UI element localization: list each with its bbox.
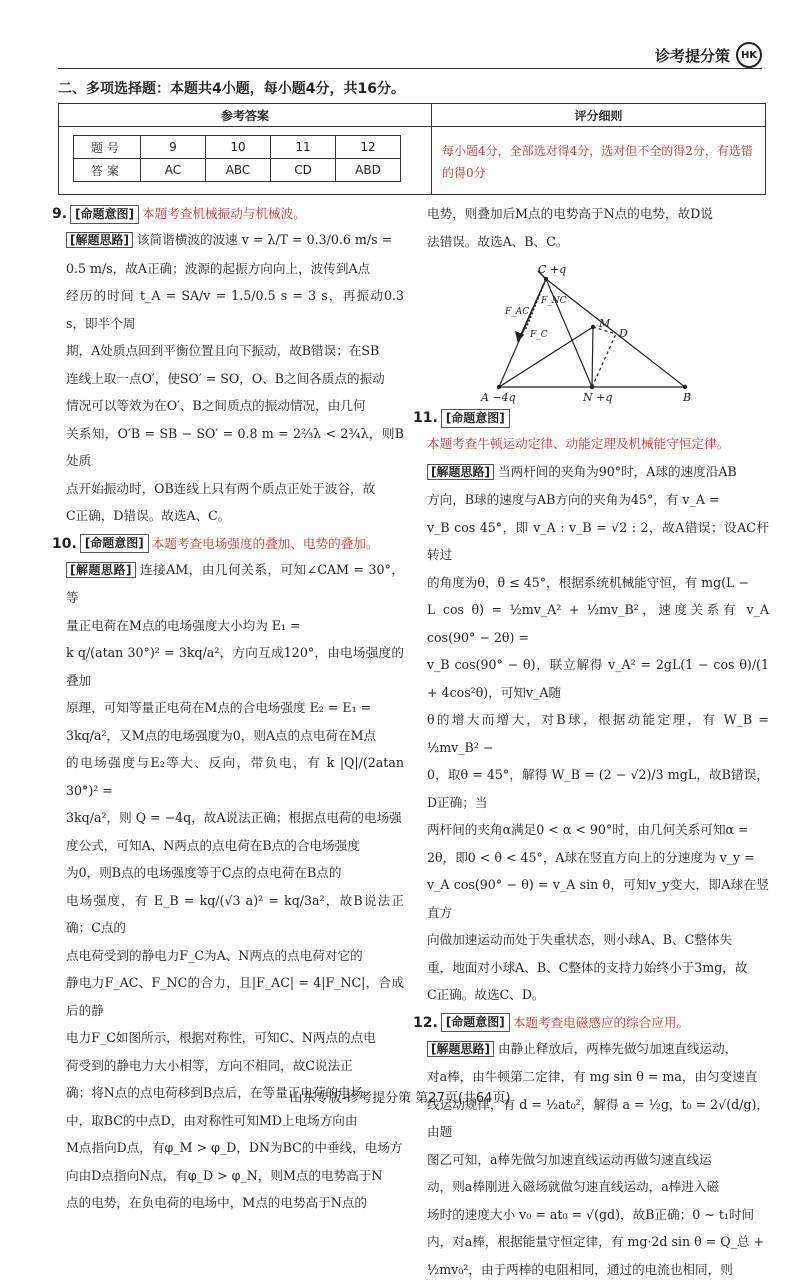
point-N (590, 385, 594, 389)
q12-heading (413, 1011, 769, 1035)
question-cell: 11 (271, 136, 336, 159)
q9-line: 连线上取一点O′，使SO′ = SO，O、B之间各质点的振动 (66, 365, 404, 393)
q9-intent-label: [命题意图] (70, 205, 139, 224)
q10-line: 连接AM，由几何关系，可知∠CAM = 30°，等 (66, 562, 404, 606)
q12-idea-label: [解题思路] (427, 1041, 494, 1057)
label-N: N +q (582, 391, 612, 404)
line-MN (592, 327, 593, 387)
label-C: C +q (538, 263, 566, 276)
answer-cell: CD (271, 159, 336, 182)
point-A (497, 385, 501, 389)
point-C (544, 277, 548, 281)
question-cell: 12 (336, 136, 401, 159)
q9-line: 该简谐横波的波速 v = λ/T = 0.3/0.6 m/s = (137, 232, 392, 247)
q10-solution (52, 556, 404, 1217)
q10-heading (52, 532, 404, 556)
q10-continuation (413, 200, 769, 255)
label-FC: F_C (529, 330, 548, 340)
brand-badge-icon: HK (736, 42, 762, 68)
q11-line: 0，取θ = 45°，解得 W_B = (2 − √2)/3 mgL，故B错误，D正确；当 (427, 761, 769, 816)
q10-cont-line: 电势，则叠加后M点的电势高于N点的电势，故D说 (427, 200, 769, 228)
q9-line: C正确，D错误。故选A、C。 (66, 502, 404, 530)
q10-figure (413, 259, 769, 404)
q11-intent: 本题考查牛顿运动定律、动能定理及机械能守恒定律。 (427, 430, 769, 458)
answer-panel-title: 参考答案 (59, 104, 431, 127)
right-column (413, 200, 769, 1283)
row-label-answer: 答案 (74, 159, 141, 182)
rubric-text: 每小题4分，全部选对得4分，选对但不全的得2分，有选错的得0分 (442, 140, 762, 184)
q9-line: 点开始振动时，OB连线上只有两个质点正处于波谷，故 (66, 475, 404, 503)
q9-solution (52, 226, 404, 530)
q11-line: 两杆间的夹角α满足0 < α < 90°时，由几何关系可知α = (427, 816, 769, 844)
label-FAC: F_AC (504, 307, 529, 317)
label-M: M (598, 317, 611, 330)
point-M (591, 325, 595, 329)
q11-line: v_B cos(90° − θ)，联立解得 v_A² = 2gL(1 − cos θ)/(1 + 4cos²θ)，可知v_A随 (427, 651, 769, 706)
q11-idea-label: [解题思路] (427, 464, 494, 480)
q11-line: 重，地面对小球A、B、C整体的支持力始终小于3mg，故 (427, 954, 769, 982)
line-ND (592, 334, 616, 387)
q11-line: C正确。故选C、D。 (427, 981, 769, 1009)
answer-cell: AC (141, 159, 206, 182)
answer-row-questions (74, 136, 401, 159)
q10-line: 向由D点指向N点，有φ_D > φ_N，则M点的电势高于N (66, 1162, 404, 1190)
q11-heading (413, 406, 769, 430)
q10-line: 确；将N点的点电荷移到B点后，在等量正电荷的电场 (66, 1079, 404, 1107)
answer-row-answers (74, 159, 401, 182)
solution-line (427, 458, 769, 487)
rubric-panel (432, 104, 765, 194)
q10-intent-label: [命题意图] (80, 534, 149, 553)
rubric-panel-title: 评分细则 (432, 104, 765, 127)
q10-line: 的电场强度与E₂等大、反向，带负电，有 k |Q|/(2atan 30°)² = (66, 749, 404, 804)
q10-number: 10. (52, 532, 77, 556)
q11-line: θ的增大而增大，对B球，根据动能定理，有 W_B = ½mv_B² − (427, 706, 769, 761)
q10-cont-line: 法错误。故选A、B、C。 (427, 228, 769, 256)
q12-line: 场时的速度大小 v₀ = at₀ = √(gd)，故B正确；0 ~ t₁时间 (427, 1201, 769, 1229)
answer-table (58, 103, 766, 195)
q12-line: 对a棒，由牛顿第二定律，有 mg sin θ = ma，由匀变速直 (427, 1063, 769, 1091)
q12-intent-label: [命题意图] (441, 1013, 510, 1032)
q10-line: 电力F_C如图所示，根据对称性，可知C、N两点的点电 (66, 1024, 404, 1052)
solution-line (66, 556, 404, 612)
q9-line: 情况可以等效为在O′、B之间质点的振动情况，由几何 (66, 392, 404, 420)
q10-line: 静电力F_AC、F_NC的合力，且|F_AC| = 4|F_NC|，合成后的静 (66, 969, 404, 1024)
q10-line: 为0，则B点的电场强度等于C点的点电荷在B点的 (66, 859, 404, 887)
q12-line: 由静止释放后，两棒先做匀加速直线运动， (498, 1041, 737, 1056)
q11-line: 的角度为θ，θ ≤ 45°，根据系统机械能守恒，有 mg(L − (427, 569, 769, 597)
question-cell: 10 (206, 136, 271, 159)
question-cell: 9 (141, 136, 206, 159)
header-rule (58, 68, 762, 69)
q9-line: 关系知，O′B = SB − SO′ = 0.8 m = 2⅔λ < 2¾λ，则B处质 (66, 420, 404, 475)
q12-line: 线运动规律，有 d = ½at₀²，解得 a = ½g，t₀ = 2√(d/g)，由题 (427, 1091, 769, 1146)
q10-line: 3kq/a²，则 Q = −4q，故A说法正确；根据点电荷的电场强 (66, 804, 404, 832)
q11-line: 向做加速运动而处于失重状态，则小球A、B、C整体失 (427, 926, 769, 954)
q10-line: 点的电势，在负电荷的电场中，M点的电势高于N点的 (66, 1189, 404, 1217)
q9-intent: 本题考查机械振动与机械波。 (142, 202, 306, 226)
q10-line: 量正电荷在M点的电场强度大小均为 E₁ = (66, 612, 404, 640)
q10-line: 点电荷受到的静电力F_C为A、N两点的点电荷对它的 (66, 942, 404, 970)
q10-line: 电场强度，有 E_B = kq/(√3 a)² = kq/3a²，故B说法正确；C点的 (66, 887, 404, 942)
section-title: 二、多项选择题：本题共4小题，每小题4分，共16分。 (58, 78, 405, 98)
header-brand (655, 42, 762, 68)
label-D: D (618, 327, 628, 340)
q9-number: 9. (52, 202, 67, 226)
answer-grid (73, 135, 401, 182)
page-footer: 山东专版-诊考提分策 第27页(共64页) (0, 1087, 800, 1106)
q12-number: 12. (413, 1011, 438, 1035)
row-label-question: 题号 (74, 136, 141, 159)
q9-heading (52, 202, 404, 226)
q11-line: L cos θ) = ½mv_A² + ½mv_B²，速度关系有 v_A cos(90° − 2θ) = (427, 596, 769, 651)
q10-line: 荷受到的静电力大小相等，方向不相同，故C说法正 (66, 1052, 404, 1080)
q10-idea-label: [解题思路] (66, 562, 136, 578)
q10-line: 度公式，可知A、N两点的点电荷在B点的合电场强度 (66, 832, 404, 860)
q9-line: 经历的时间 t_A = SA/v = 1.5/0.5 s = 3 s，再振动0.3 s，即半个周 (66, 282, 404, 337)
q12-line: 动，则a棒刚进入磁场就做匀速直线运动，a棒进入磁 (427, 1173, 769, 1201)
q9-line: 0.5 m/s，故A正确；波源的起振方向向上，波传到A点 (66, 255, 404, 283)
q12-intent: 本题考查电磁感应的综合应用。 (513, 1011, 689, 1035)
q10-line: k q/(atan 30°)² = 3kq/a²，方向互成120°，由电场强度的叠加 (66, 639, 404, 694)
label-FNC: F_NC (540, 296, 567, 306)
q11-line: v_B cos 45°，即 v_A : v_B = √2 : 2，故A错误；设AC杆转过 (427, 514, 769, 569)
q10-line: 中，取BC的中点D，由对称性可知MD上电场方向由 (66, 1107, 404, 1135)
answer-panel (59, 104, 432, 194)
left-column (52, 200, 404, 1217)
q10-line: 原理，可知等量正电荷在M点的合电场强度 E₂ = E₁ = (66, 694, 404, 722)
label-A: A −4q (480, 391, 516, 404)
q11-intent-label: [命题意图] (441, 409, 510, 428)
q11-line: v_A cos(90° − θ) = v_A sin θ，可知v_y变大，即A球在竖直方 (427, 871, 769, 926)
label-B: B (682, 391, 691, 404)
force-diagram (413, 259, 769, 404)
answer-cell: ABC (206, 159, 271, 182)
solution-line (66, 226, 404, 255)
q11-line: 当两杆间的夹角为90°时，A球的速度沿AB (498, 464, 737, 479)
q12-line: 图乙可知，a棒先做匀加速直线运动再做匀速直线运 (427, 1146, 769, 1174)
q9-idea-label: [解题思路] (66, 232, 133, 248)
answer-cell: ABD (336, 159, 401, 182)
q11-line: 2θ，即0 < θ < 45°，A球在竖直方向上的分速度为 v_y = (427, 844, 769, 872)
q10-intent: 本题考查电场强度的叠加、电势的叠加。 (152, 532, 379, 556)
q10-line: M点指向D点，有φ_M > φ_D，DN为BC的中垂线，电场方 (66, 1134, 404, 1162)
q9-line: 期，A处质点回到平衡位置且向下振动，故B错误；在SB (66, 337, 404, 365)
q11-line: 方向，B球的速度与AB方向的夹角为45°，有 v_A = (427, 486, 769, 514)
q10-line: 3kq/a²，又M点的电场强度为0，则A点的点电荷在M点 (66, 722, 404, 750)
q11-solution (413, 430, 769, 1009)
q12-line: 内，对a棒，根据能量守恒定律，有 mg·2d sin θ = Q_总 + (427, 1228, 769, 1256)
q12-solution (413, 1035, 769, 1283)
q11-number: 11. (413, 406, 438, 430)
brand-text: 诊考提分策 (655, 45, 730, 66)
q12-line: ½mv₀²，由于两棒的电阻相同，通过的电流也相同，则 (427, 1256, 769, 1283)
solution-line (427, 1035, 769, 1064)
line-CB (546, 279, 685, 387)
point-B (683, 385, 687, 389)
